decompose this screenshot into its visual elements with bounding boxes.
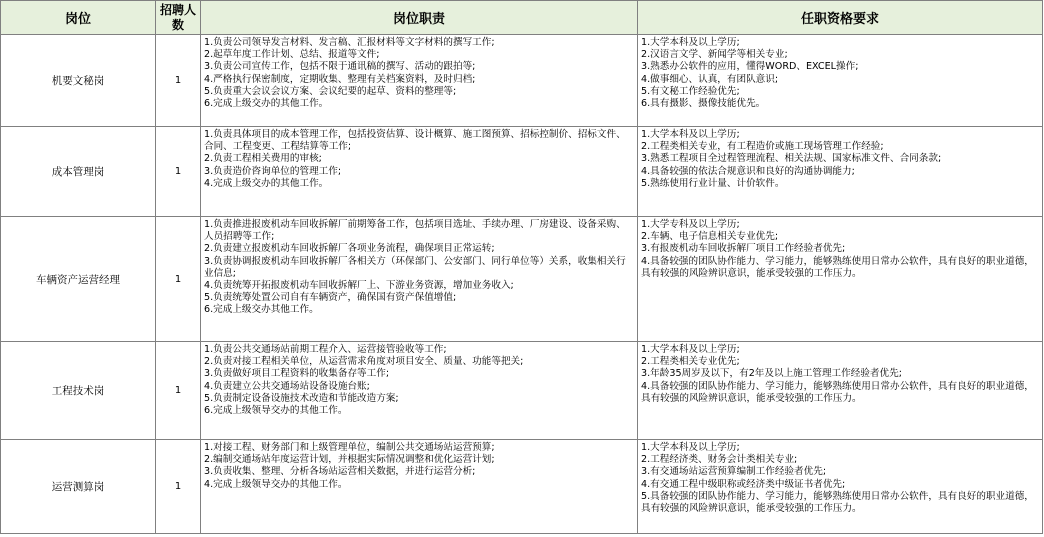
- count-cell: 1: [156, 127, 201, 217]
- count-cell: 1: [156, 440, 201, 534]
- position-cell: 机要文秘岗: [1, 35, 156, 127]
- table-row: [1, 342, 1043, 440]
- position-cell: 车辆资产运营经理: [1, 217, 156, 342]
- duty-item: 5.负责制定设备设施技术改造和节能改造方案;: [204, 392, 399, 404]
- duties-cell: [201, 217, 638, 342]
- requirement-item: 1.大学专科及以上学历;: [641, 219, 740, 230]
- duty-item: 1.负责具体项目的成本管理工作，包括投资估算、设计概算、施工图预算、招标控制价、招标文件、合同、工程变更、工程结算等工作;: [204, 129, 626, 153]
- requirement-item: 3.有交通场站运营预算编制工作经验者优先;: [641, 466, 827, 478]
- duty-item: 2.起草年度工作计划、总结、报道等文件;: [204, 49, 380, 61]
- duty-item: 1.负责公共交通场站前期工程介入、运营接管验收等工作;: [204, 344, 447, 355]
- count-cell: 1: [156, 35, 201, 127]
- requirement-item: 2.汉语言文学、新闻学等相关专业;: [641, 49, 788, 61]
- requirement-item: 4.有交通工程中级职称或经济类中级证书者优先;: [641, 478, 846, 490]
- requirement-item: 2.工程经济类、财务会计类相关专业;: [641, 454, 798, 466]
- header-position: 岗位: [1, 1, 156, 35]
- table-row: [1, 127, 1043, 217]
- requirement-item: 1.大学本科及以上学历;: [641, 442, 740, 453]
- requirement-item: 1.大学本科及以上学历;: [641, 344, 740, 355]
- requirement-item: 3.有报废机动车回收拆解厂项目工作经验者优先;: [641, 243, 846, 255]
- requirement-item: 3.熟悉工程项目全过程管理流程、相关法规、国家标准文件、合同条款;: [641, 153, 942, 165]
- requirement-item: 3.熟悉办公软件的应用，懂得WORD、EXCEL操作;: [641, 61, 859, 73]
- requirements-cell: [638, 440, 1043, 534]
- duty-item: 6.完成上级交办的其他工作。: [204, 98, 329, 110]
- requirement-item: 5.有文秘工作经验优先;: [641, 85, 740, 97]
- table-row: [1, 35, 1043, 127]
- duty-item: 6.完成上级交办其他工作。: [204, 304, 319, 316]
- duty-item: 2.负责对接工程相关单位，从运营需求角度对项目安全、质量、功能等把关;: [204, 356, 524, 368]
- requirement-item: 4.做事细心、认真，有团队意识;: [641, 73, 779, 85]
- requirement-item: 3.年龄35周岁及以下，有2年及以上施工管理工作经验者优先;: [641, 368, 902, 380]
- duty-item: 6.完成上级领导交办的其他工作。: [204, 405, 348, 417]
- duty-item: 5.负责统筹处置公司自有车辆资产，确保国有资产保值增值;: [204, 292, 457, 304]
- requirement-item: 4.具备较强的依法合规意识和良好的沟通协调能力;: [641, 165, 855, 177]
- duty-item: 2.编制交通场站年度运营计划，并根据实际情况调整和优化运营计划;: [204, 454, 495, 466]
- requirement-item: 4.具备较强的团队协作能力、学习能力，能够熟练使用日常办公软件，具有良好的职业道德，具有较强的风险辨识意识，能承受较强的工作压力。: [641, 380, 1034, 404]
- header-requirements: 任职资格要求: [638, 1, 1043, 35]
- table-row: [1, 217, 1043, 342]
- duty-item: 5.负责重大会议会议方案、会议纪要的起草、资料的整理等;: [204, 85, 457, 97]
- header-count: 招聘人数: [156, 1, 201, 35]
- requirements-cell: [638, 35, 1043, 127]
- requirement-item: 2.车辆、电子信息相关专业优先;: [641, 231, 779, 243]
- duties-cell: [201, 127, 638, 217]
- header-row: [1, 1, 1043, 35]
- duty-item: 3.负责收集、整理、分析各场站运营相关数据，并进行运营分析;: [204, 466, 476, 478]
- duty-item: 4.负责统筹开拓报废机动车回收拆解厂上、下游业务资源，增加业务收入;: [204, 280, 514, 292]
- duty-item: 2.负责工程相关费用的审核;: [204, 153, 322, 165]
- duty-item: 3.负责造价咨询单位的管理工作;: [204, 165, 342, 177]
- requirement-item: 2.工程类相关专业，有工程造价或施工现场管理工作经验;: [641, 141, 884, 153]
- requirement-item: 5.具备较强的团队协作能力、学习能力，能够熟练使用日常办公软件，具有良好的职业道德，具有较强的风险辨识意识，能承受较强的工作压力。: [641, 490, 1034, 515]
- requirements-cell: [638, 217, 1043, 342]
- position-cell: 工程技术岗: [1, 342, 156, 440]
- requirements-cell: [638, 342, 1043, 440]
- duty-item: 1.负责推进报废机动车回收拆解厂前期筹备工作，包括项目选址、手续办理、厂房建设、设备采购、人员招聘等工作;: [204, 219, 626, 243]
- requirements-cell: [638, 127, 1043, 217]
- position-cell: 成本管理岗: [1, 127, 156, 217]
- duty-item: 2.负责建立报废机动车回收拆解厂各项业务流程，确保项目正常运转;: [204, 243, 495, 255]
- duties-cell: [201, 440, 638, 534]
- duty-item: 4.完成上级交办的其他工作。: [204, 177, 329, 189]
- requirement-item: 5.熟练使用行业计量、计价软件。: [641, 177, 785, 189]
- duty-item: 3.负责协调报废机动车回收拆解厂各相关方（环保部门、公安部门、同行单位等）关系，收集相关行业信息;: [204, 255, 626, 279]
- requirement-item: 4.具备较强的团队协作能力、学习能力，能够熟练使用日常办公软件，具有良好的职业道德，具有较强的风险辨识意识，能承受较强的工作压力。: [641, 255, 1034, 279]
- duty-item: 4.完成上级领导交办的其他工作。: [204, 478, 348, 490]
- header-duties: 岗位职责: [201, 1, 638, 35]
- requirement-item: 6.具有摄影、摄像技能优先。: [641, 98, 766, 110]
- count-cell: 1: [156, 342, 201, 440]
- duty-item: 4.严格执行保密制度，定期收集、整理有关档案资料，及时归档;: [204, 73, 476, 85]
- duties-cell: [201, 342, 638, 440]
- count-cell: 1: [156, 217, 201, 342]
- table-row: [1, 440, 1043, 534]
- duty-item: 3.负责做好项目工程资料的收集备存等工作;: [204, 368, 390, 380]
- duty-item: 1.对接工程、财务部门和上级管理单位，编制公共交通场站运营预算;: [204, 442, 495, 453]
- duties-cell: [201, 35, 638, 127]
- requirement-item: 1.大学本科及以上学历;: [641, 129, 740, 140]
- position-cell: 运营测算岗: [1, 440, 156, 534]
- duty-item: 3.负责公司宣传工作，包括不限于通讯稿的撰写、活动的跟拍等;: [204, 61, 476, 73]
- duty-item: 4.负责建立公共交通场站设备设施台账;: [204, 380, 370, 392]
- requirement-item: 1.大学本科及以上学历;: [641, 37, 740, 48]
- duty-item: 1.负责公司领导发言材料、发言稿、汇报材料等文字材料的撰写工作;: [204, 37, 495, 48]
- requirement-item: 2.工程类相关专业优先;: [641, 356, 740, 368]
